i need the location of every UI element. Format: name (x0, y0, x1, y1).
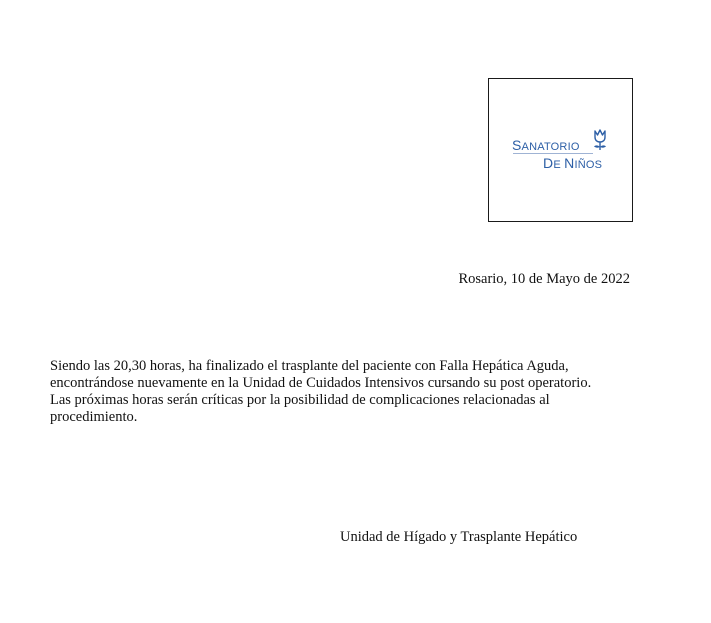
logo-word-sanatorio: SANATORIO (512, 137, 580, 153)
letter-date: Rosario, 10 de Mayo de 2022 (458, 271, 630, 287)
letter-signature: Unidad de Hígado y Trasplante Hepático (340, 529, 578, 545)
logo-name-line2 (543, 155, 602, 171)
body-line: encontrándose nuevamente en la Unidad de Cuidados Intensivos cursando su post operatorio. (50, 375, 592, 391)
tulip-icon (592, 128, 608, 152)
letter-body (50, 358, 591, 426)
body-line: Las próximas horas serán críticas por la posibilidad de complicaciones relacionadas al (50, 392, 550, 408)
logo (488, 78, 633, 222)
body-line: procedimiento. (50, 409, 138, 425)
logo-word-ninos: NIÑOS (564, 155, 603, 171)
logo-name-line1 (512, 137, 580, 153)
body-line: Siendo las 20,30 horas, ha finalizado el trasplante del paciente con Falla Hepática Aguda, (50, 358, 569, 374)
logo-word-de: DE (543, 155, 561, 171)
logo-divider (513, 153, 593, 154)
